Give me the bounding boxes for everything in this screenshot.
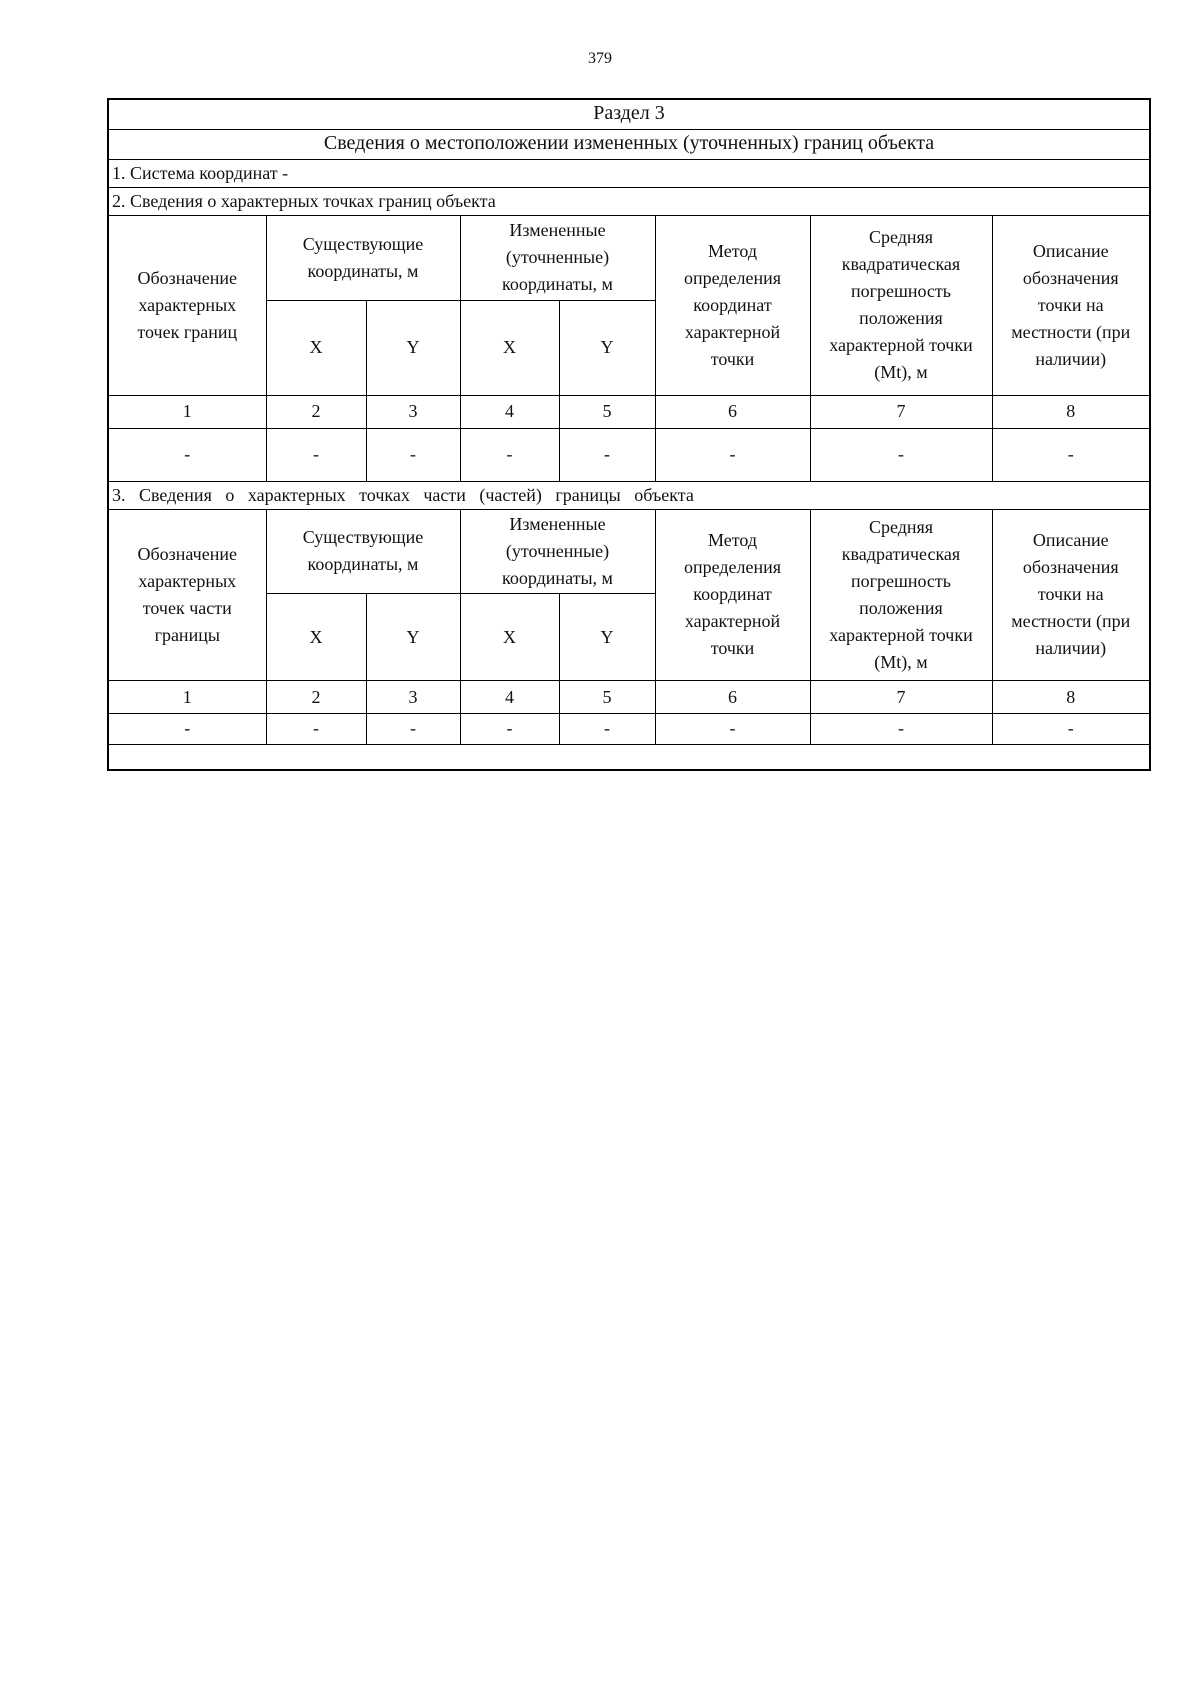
table-row [109,428,1149,481]
table-cell: - [655,714,810,744]
column-number: 3 [366,395,460,428]
table-row [109,714,1149,744]
column-number: 5 [559,395,655,428]
col-existing-coordinates: Существующие координаты, м [266,510,460,594]
table-cell: - [109,428,266,481]
col-changed-coordinates: Измененные (уточненные) координаты, м [460,216,655,300]
col-mean-square-error: Средняя квадратическая погрешность положения характерной точки (Mt), м [810,216,992,395]
part-2-title: 2. Сведения о характерных точках границ объекта [109,188,1149,216]
table-cell: - [992,714,1149,744]
column-number: 4 [460,681,559,714]
col-point-designation: Обозначение характерных точек границ [109,216,266,395]
col-method: Метод определения координат характерной точки [655,510,810,681]
col-existing-x: X [266,300,366,395]
section-title: Раздел 3 [109,100,1149,130]
empty-bottom-row [109,744,1149,769]
column-numbers-row [109,681,1149,714]
column-number: 2 [266,395,366,428]
column-number: 7 [810,395,992,428]
table-cell: - [366,428,460,481]
col-existing-coordinates: Существующие координаты, м [266,216,460,300]
column-number: 1 [109,681,266,714]
table-cell: - [460,428,559,481]
table-cell: - [810,714,992,744]
col-description: Описание обозначения точки на местности (при наличии) [992,216,1149,395]
col-changed-y: Y [559,594,655,681]
column-number: 4 [460,395,559,428]
column-number: 6 [655,395,810,428]
coordinate-system: 1. Система координат - [109,160,1149,188]
col-method: Метод определения координат характерной точки [655,216,810,395]
col-description: Описание обозначения точки на местности (при наличии) [992,510,1149,681]
col-changed-y: Y [559,300,655,395]
column-number: 2 [266,681,366,714]
part-boundary-points-table [109,510,1149,744]
column-number: 8 [992,395,1149,428]
section-3-document [107,98,1151,771]
table-cell: - [266,714,366,744]
column-number: 3 [366,681,460,714]
col-existing-x: X [266,594,366,681]
col-changed-coordinates: Измененные (уточненные) координаты, м [460,510,655,594]
page-number: 379 [588,50,612,67]
column-number: 5 [559,681,655,714]
table-cell: - [109,714,266,744]
table-cell: - [266,428,366,481]
table-cell: - [992,428,1149,481]
col-existing-y: Y [366,300,460,395]
column-number: 7 [810,681,992,714]
table-cell: - [559,428,655,481]
column-number: 6 [655,681,810,714]
column-number: 8 [992,681,1149,714]
col-mean-square-error: Средняя квадратическая погрешность положения характерной точки (Mt), м [810,510,992,681]
col-existing-y: Y [366,594,460,681]
boundary-points-table [109,216,1149,482]
table-cell: - [559,714,655,744]
column-number: 1 [109,395,266,428]
table-cell: - [366,714,460,744]
col-changed-x: X [460,594,559,681]
col-changed-x: X [460,300,559,395]
column-numbers-row [109,395,1149,428]
table-cell: - [460,714,559,744]
table-cell: - [810,428,992,481]
col-point-designation: Обозначение характерных точек части границы [109,510,266,681]
section-subtitle: Сведения о местоположении измененных (уточненных) границ объекта [109,130,1149,160]
table-cell: - [655,428,810,481]
part-3-title: 3. Сведения о характерных точках части (частей) границы объекта [109,482,1149,510]
